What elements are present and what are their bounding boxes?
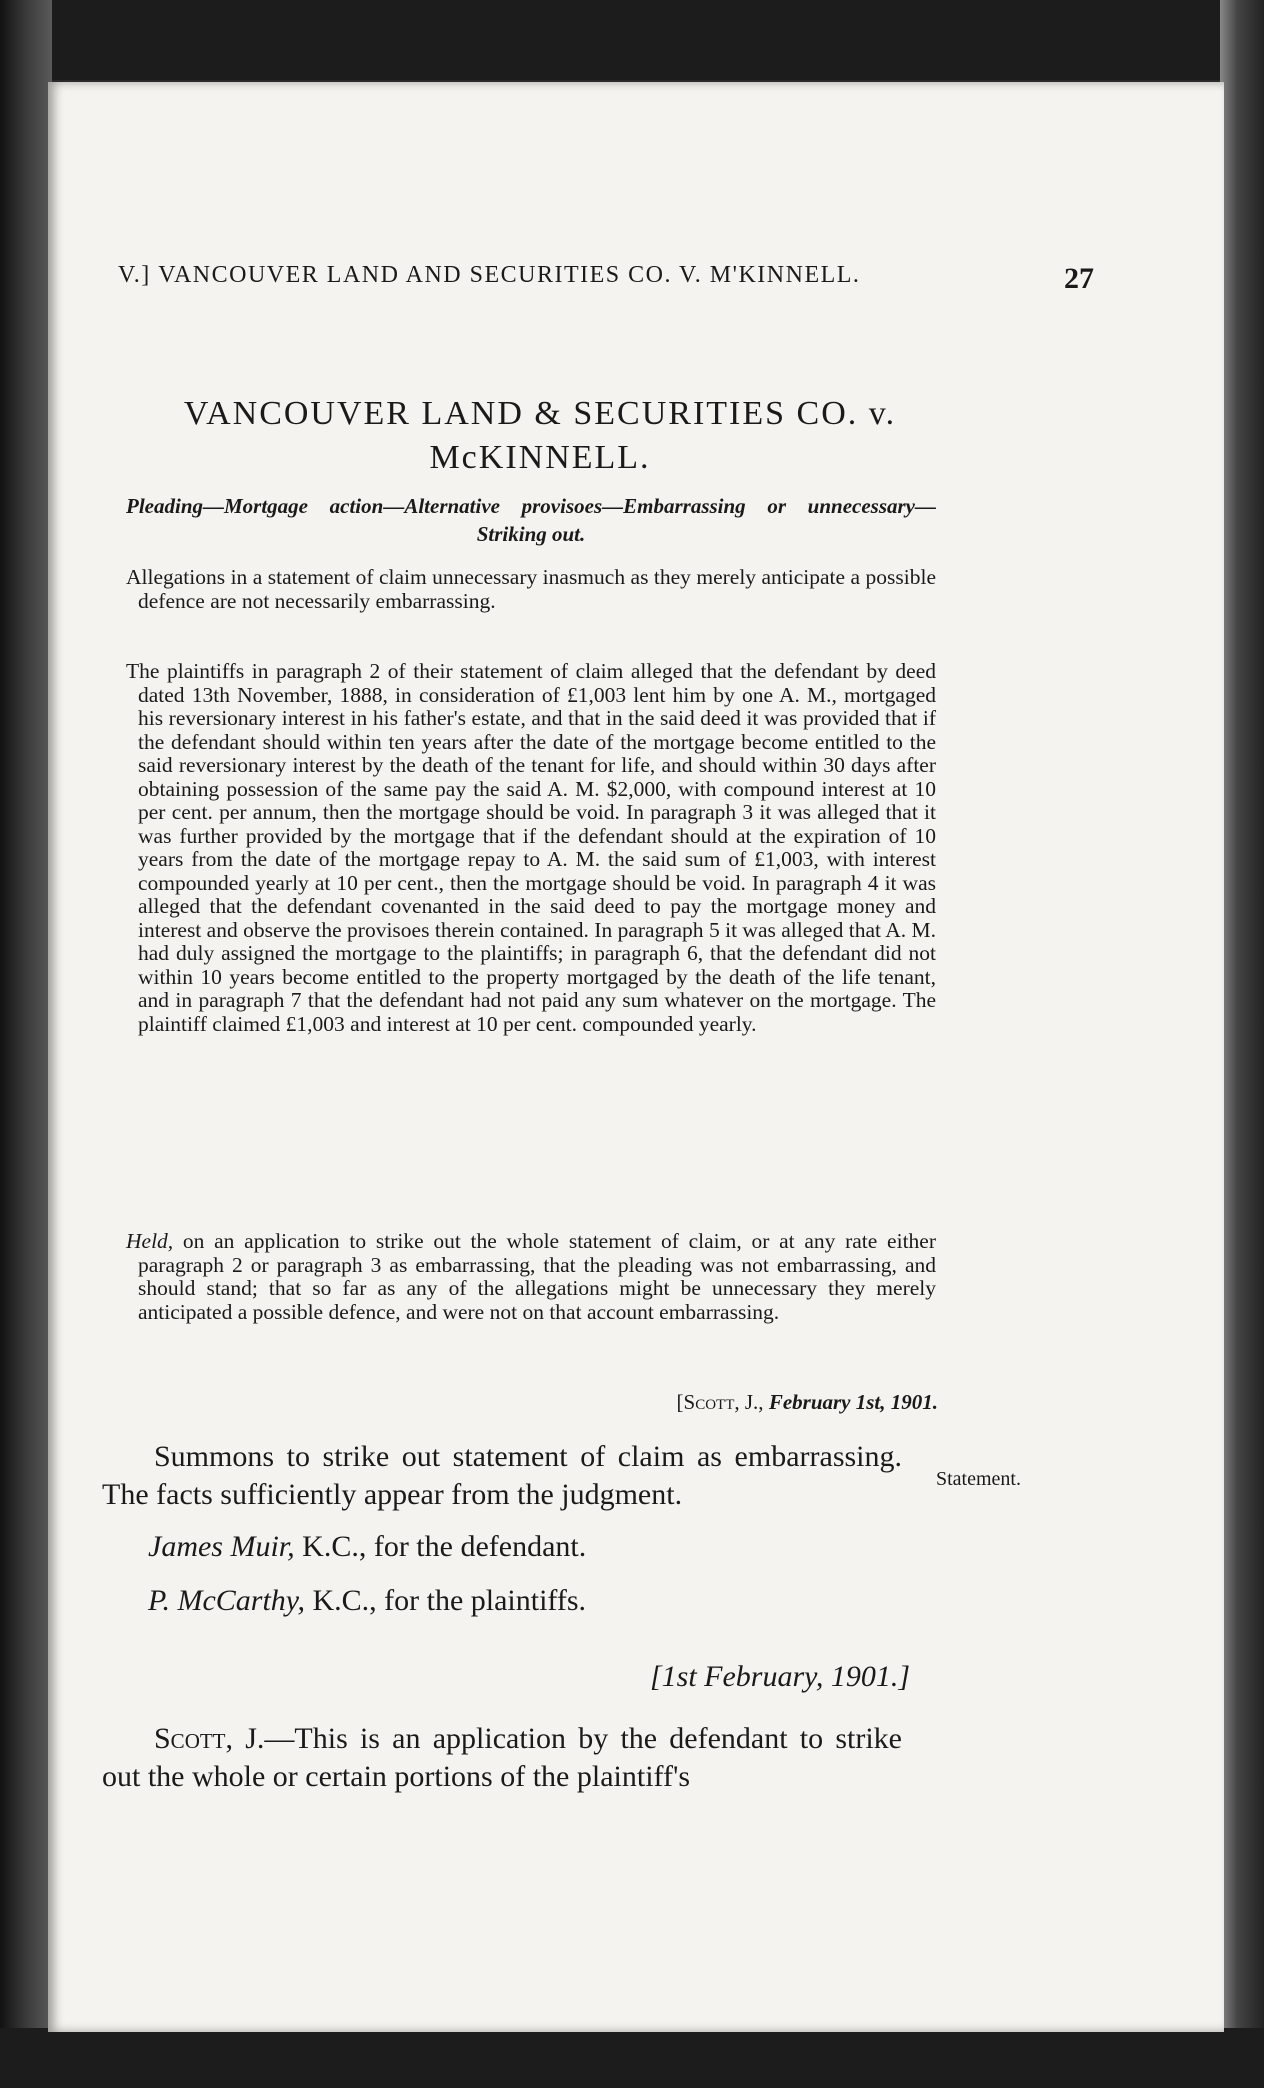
running-head-section: V.] xyxy=(118,262,151,288)
case-title-line-1: VANCOUVER LAND & SECURITIES CO. v. xyxy=(183,395,897,432)
held-text: on an application to strike out the whole statement of claim, or at any rate either paragraph 2 or paragraph 3 as embarrassing, that the pleading was not embarrassing, and should stand; that so far as any of the allegations might be unnecessary they merely anticipated a possible defence, and were not on that account embarrassing. xyxy=(138,1229,936,1324)
headnote-summary-1-text: Allegations in a statement of claim unnecessary inasmuch as they merely anticipate a possible defence are not necessarily embarrassing. xyxy=(126,565,936,613)
counsel-plaintiffs-name: P. McCarthy, xyxy=(148,1584,305,1617)
headnote-summary-2 xyxy=(126,660,936,1036)
case-title-line-2: McKINNELL. xyxy=(429,439,651,476)
counsel-plaintiffs-role: K.C., for the plaintiffs. xyxy=(304,1584,587,1617)
case-title xyxy=(140,392,940,480)
judgment-judge: Scott, J. xyxy=(154,1722,265,1755)
counsel-defendant-role: K.C., for the defendant. xyxy=(294,1530,587,1563)
scan-top-border xyxy=(0,0,1264,80)
decision-date: [1st February, 1901.] xyxy=(649,1660,910,1693)
page-number: 27 xyxy=(1064,262,1094,295)
margin-note-statement: Statement. xyxy=(936,1468,1021,1490)
counsel-defendant-name: James Muir, xyxy=(148,1530,295,1563)
headnote-held xyxy=(126,1230,936,1324)
scan-page-edges xyxy=(1220,0,1264,2088)
running-head-title: VANCOUVER LAND AND SECURITIES CO. V. M'KINNELL. xyxy=(158,262,861,288)
judgment-paragraph xyxy=(102,1720,902,1796)
held-label: Held, xyxy=(126,1229,174,1253)
headnote-citation xyxy=(677,1390,938,1415)
scan-binding-edge xyxy=(0,0,52,2088)
counsel-plaintiffs xyxy=(148,1584,586,1618)
statement-paragraph: Summons to strike out statement of claim as embarrassing. The facts sufficiently appear from the judgment. xyxy=(102,1440,902,1511)
running-head xyxy=(118,262,1098,289)
citation-date: February 1st, 1901. xyxy=(768,1390,938,1414)
citation-judge: [Scott, J., xyxy=(676,1390,764,1414)
headnote-summary-2-text: The plaintiffs in paragraph 2 of their statement of claim alleged that the defendant by deed dated 13th November, 1888, in consideration of £1,003 lent him by one A. M., mortgaged his reversionary interest in his father's estate, and that in the said deed it was provided that if the defendant should within ten years after the date of the mortgage become entitled to the said reversionary interest by the death of the tenant for life, and should within 30 days after obtaining possession of the same pay the said A. M. $2,000, with compound interest at 10 per cent. per annum, then the mortgage should be void. In paragraph 3 it was alleged that it was further provided by the mortgage that if the defendant should at the expiration of 10 years from the date of the mortgage repay to A. M. the said sum of £1,003, with interest compounded yearly at 10 per cent., then the mortgage should be void. In paragraph 4 it was alleged that the defendant covenanted in the said deed to pay the mortgage money and interest and observe the provisoes therein contained. In paragraph 5 it was alleged that A. M. had duly assigned the mortgage to the plaintiffs; in paragraph 6, that the defendant did not within 10 years become entitled to the property mortgaged by the death of the life tenant, and in paragraph 7 that the defendant had not paid any sum whatever on the mortgage. The plaintiff claimed £1,003 and interest at 10 per cent. compounded yearly. xyxy=(126,659,936,1036)
counsel-defendant xyxy=(148,1530,586,1564)
headnote-catchwords: Pleading—Mortgage action—Alternative provisoes—Embarrassing or unnecessary—Striking out. xyxy=(126,494,936,546)
scan-bottom-border xyxy=(0,2028,1264,2088)
headnote-summary-1 xyxy=(126,566,936,613)
judgment-text: —This is an application by the defendant to strike out the whole or certain portions of the plaintiff's xyxy=(102,1722,902,1793)
